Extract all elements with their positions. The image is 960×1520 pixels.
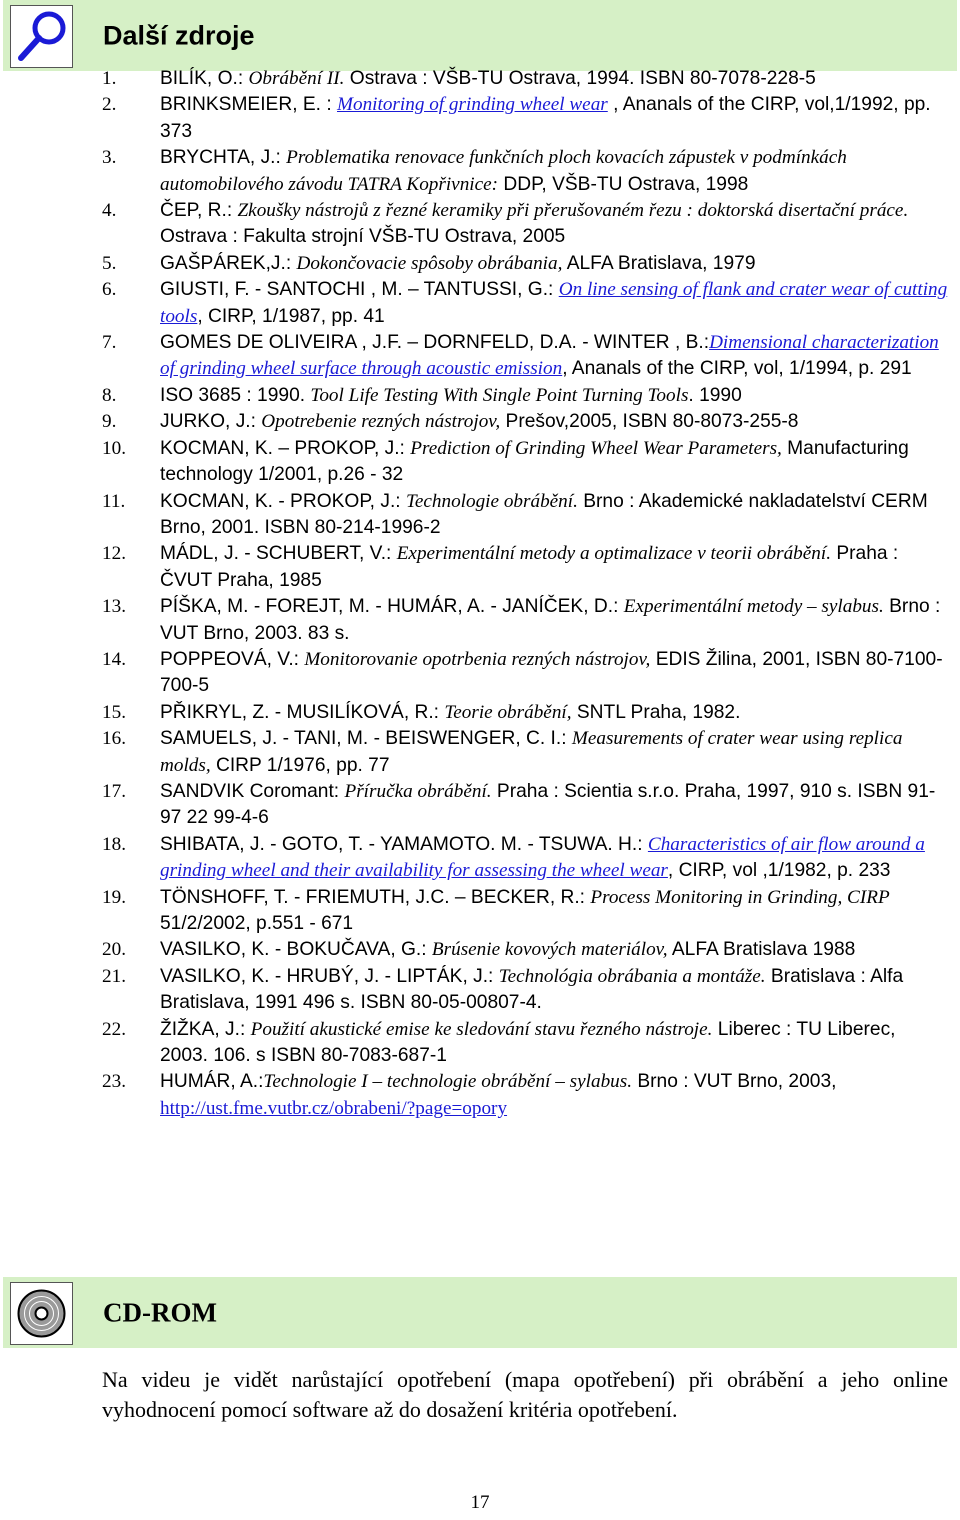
reference-authors: KOCMAN, K. – PROKOP, J.: — [160, 437, 411, 459]
reference-publication: , CIRP, 1/1987, pp. 41 — [197, 305, 385, 327]
reference-item — [0, 92, 960, 145]
reference-title-link[interactable]: Dimensional characterization of grinding wheel surface through acoustic emission — [160, 332, 939, 380]
reference-title: Prediction of Grinding Wheel Wear Parameters, — [410, 437, 782, 459]
reference-number: 10. — [102, 437, 126, 459]
reference-number: 21. — [102, 965, 126, 987]
reference-publication: Bratislava : Alfa Bratislava, 1991 496 s. ISBN 80-05-00807-4. — [160, 965, 904, 1014]
reference-publication: Ostrava : Fakulta strojní VŠB-TU Ostrava, 2005 — [160, 226, 566, 248]
reference-title: Problematika renovace funkčních ploch kovacích zápustek v podmínkách automobilového závodu TATRA Kopřivnice: — [160, 147, 847, 195]
reference-title-link[interactable]: Characteristics of air flow around a grinding wheel and their availability for assessing the wheel wear — [160, 833, 925, 882]
reference-number: 16. — [102, 728, 126, 750]
reference-title-link[interactable]: On line sensing of flank and crater wear of cutting tools — [160, 279, 948, 327]
reference-number: 13. — [102, 596, 126, 618]
reference-item — [0, 647, 960, 700]
reference-publication: Brno : VUT Brno, 2003, — [632, 1071, 837, 1093]
reference-title: Measurements of crater wear using replica molds, — [160, 728, 903, 776]
reference-title: Brúsenie kovových materiálov, — [431, 939, 668, 961]
reference-number: 17. — [102, 780, 126, 802]
reference-item — [0, 726, 960, 779]
reference-title: Opotrebenie rezných nástrojov, — [261, 411, 501, 433]
reference-publication: Liberec : TU Liberec, 2003. 106. s ISBN 80-7083-687-1 — [160, 1018, 896, 1067]
reference-number: 6. — [102, 279, 117, 301]
reference-publication: . 1990 — [688, 384, 742, 406]
reference-title: Příručka obrábění. — [344, 780, 492, 802]
reference-authors: POPPEOVÁ, V.: — [160, 648, 305, 670]
reference-item — [0, 1069, 960, 1122]
reference-item — [0, 937, 960, 963]
reference-item — [0, 832, 960, 885]
references-title: Další zdroje — [103, 20, 255, 50]
reference-item — [0, 251, 960, 277]
reference-publication: CIRP 1/1976, pp. 77 — [210, 754, 390, 776]
reference-url-link[interactable]: http://ust.fme.vutbr.cz/obrabeni/?page=opory — [160, 1097, 508, 1119]
reference-authors: KOCMAN, K. - PROKOP, J.: — [160, 490, 406, 512]
reference-title: Obrábění II. — [248, 68, 345, 89]
reference-title: Teorie obrábění, — [444, 701, 572, 723]
reference-authors: BRYCHTA, J.: — [160, 147, 287, 169]
reference-list — [0, 66, 960, 1122]
reference-authors: VASILKO, K. - HRUBÝ, J. - LIPTÁK, J.: — [160, 965, 499, 987]
reference-authors: GOMES DE OLIVEIRA , J.F. – DORNFELD, D.A. - WINTER , B.: — [160, 332, 710, 354]
reference-title: Technológia obrábania a montáže. — [498, 965, 766, 987]
magnifier-icon — [10, 5, 73, 68]
reference-item — [0, 198, 960, 251]
reference-number: 22. — [102, 1018, 126, 1040]
reference-number: 5. — [102, 252, 117, 274]
reference-publication: Praha : ČVUT Praha, 1985 — [160, 543, 899, 591]
reference-item — [0, 330, 960, 383]
reference-publication: DDP, VŠB-TU Ostrava, 1998 — [498, 173, 749, 195]
reference-publication: Brno : VUT Brno, 2003. 83 s. — [160, 596, 941, 644]
reference-number: 15. — [102, 701, 126, 723]
reference-publication: Ostrava : VŠB-TU Ostrava, 1994. ISBN 80-7078-228-5 — [344, 68, 816, 89]
reference-authors: JURKO, J.: — [160, 411, 262, 433]
reference-item — [0, 964, 960, 1017]
reference-publication: , CIRP, vol ,1/1982, p. 233 — [667, 860, 891, 882]
reference-publication: 51/2/2002, p.551 - 671 — [160, 913, 354, 934]
reference-title: Process Monitoring in Grinding, CIRP — [590, 886, 890, 908]
reference-title: Použití akustické emise ke sledování stavu řezného nástroje. — [250, 1018, 713, 1040]
reference-authors: MÁDL, J. - SCHUBERT, V.: — [160, 543, 397, 565]
reference-item — [0, 66, 960, 92]
reference-number: 11. — [102, 490, 126, 512]
reference-title-link[interactable]: Monitoring of grinding wheel wear — [337, 94, 608, 116]
references-header — [3, 0, 957, 71]
reference-publication: ALFA Bratislava 1988 — [667, 939, 856, 961]
reference-number: 1. — [102, 68, 117, 89]
reference-authors: TÖNSHOFF, T. - FRIEMUTH, J.C. – BECKER, R.: — [160, 886, 591, 908]
reference-item — [0, 1017, 960, 1070]
reference-number: 7. — [102, 332, 117, 354]
reference-number: 18. — [102, 833, 126, 855]
reference-authors: SAMUELS, J. - TANI, M. - BEISWENGER, C. I.: — [160, 728, 572, 750]
reference-publication: Manufacturing technology 1/2001, p.26 - 32 — [160, 437, 909, 486]
cdrom-header — [3, 1277, 957, 1348]
cdrom-description: Na videu je vidět narůstající opotřebení (mapa opotřebení) při obrábění a jeho online vyhodnocení pomocí software až do dosažení kritéria opotřebení. — [102, 1367, 948, 1422]
reference-publication: EDIS Žilina, 2001, ISBN 80-7100-700-5 — [160, 648, 943, 697]
reference-item — [0, 700, 960, 726]
reference-number: 12. — [102, 543, 126, 565]
reference-authors: HUMÁR, A.: — [160, 1071, 264, 1093]
reference-item — [0, 277, 960, 330]
reference-number: 19. — [102, 886, 126, 908]
reference-number: 8. — [102, 384, 117, 406]
reference-item — [0, 779, 960, 832]
reference-authors: BILÍK, O.: — [160, 68, 249, 89]
reference-item — [0, 489, 960, 542]
reference-item — [0, 145, 960, 198]
reference-item — [0, 885, 960, 938]
reference-number: 23. — [102, 1071, 126, 1093]
cd-disc-icon — [10, 1282, 73, 1345]
reference-authors: VASILKO, K. - BOKUČAVA, G.: — [160, 939, 432, 961]
reference-publication: Prešov,2005, ISBN 80-8073-255-8 — [500, 411, 799, 433]
reference-publication: , Ananals of the CIRP, vol,1/1992, pp. 373 — [160, 94, 931, 142]
reference-authors: GIUSTI, F. - SANTOCHI , M. – TANTUSSI, G.: — [160, 279, 559, 301]
reference-title: Zkoušky nástrojů z řezné keramiky při přerušovaném řezu : doktorská disertační práce. — [237, 200, 909, 222]
reference-authors: ČEP, R.: — [160, 200, 238, 222]
reference-item — [0, 594, 960, 647]
cdrom-title: CD-ROM — [103, 1297, 217, 1327]
reference-authors: SHIBATA, J. - GOTO, T. - YAMAMOTO. M. - TSUWA. H.: — [160, 833, 648, 855]
reference-number: 4. — [102, 200, 117, 222]
reference-number: 20. — [102, 939, 126, 961]
reference-authors: ISO 3685 : 1990. — [160, 384, 311, 406]
reference-item — [0, 436, 960, 489]
reference-title: Tool Life Testing With Single Point Turning Tools — [310, 384, 689, 406]
reference-title: Dokončovacie spôsoby obrábania, — [296, 252, 563, 274]
reference-publication: Brno : Akademické nakladatelství CERM Brno, 2001. ISBN 80-214-1996-2 — [160, 490, 928, 538]
reference-authors: PŘIKRYL, Z. - MUSILÍKOVÁ, R.: — [160, 701, 445, 723]
reference-item — [0, 383, 960, 409]
reference-item — [0, 541, 960, 594]
reference-title: Experimentální metody a optimalizace v teorii obrábění. — [396, 543, 831, 565]
reference-publication: Praha : Scientia s.r.o. Praha, 1997, 910 s. ISBN 91-97 22 99-4-6 — [160, 780, 936, 829]
reference-authors: SANDVIK Coromant: — [160, 780, 345, 802]
reference-publication: , Ananals of the CIRP, vol, 1/1994, p. 291 — [562, 358, 912, 380]
reference-title: Technologie obrábění. — [405, 490, 578, 512]
reference-authors: ŽIŽKA, J.: — [160, 1018, 251, 1040]
reference-number: 9. — [102, 411, 117, 433]
reference-authors: GAŠPÁREK,J.: — [160, 252, 297, 274]
reference-number: 2. — [102, 94, 117, 116]
reference-number: 14. — [102, 648, 126, 670]
reference-authors: BRINKSMEIER, E. : — [160, 94, 337, 116]
reference-item — [0, 409, 960, 435]
page-number: 17 — [470, 1492, 490, 1513]
reference-title: Technologie I – technologie obrábění – sylabus. — [263, 1071, 633, 1093]
reference-authors: PÍŠKA, M. - FOREJT, M. - HUMÁR, A. - JANÍČEK, D.: — [160, 596, 624, 618]
reference-publication: ALFA Bratislava, 1979 — [562, 252, 756, 274]
reference-title: Experimentální metody – sylabus. — [623, 596, 884, 618]
reference-title: Monitorovanie opotrbenia rezných nástrojov, — [304, 648, 651, 670]
reference-publication: SNTL Praha, 1982. — [571, 701, 741, 723]
reference-number: 3. — [102, 147, 117, 169]
